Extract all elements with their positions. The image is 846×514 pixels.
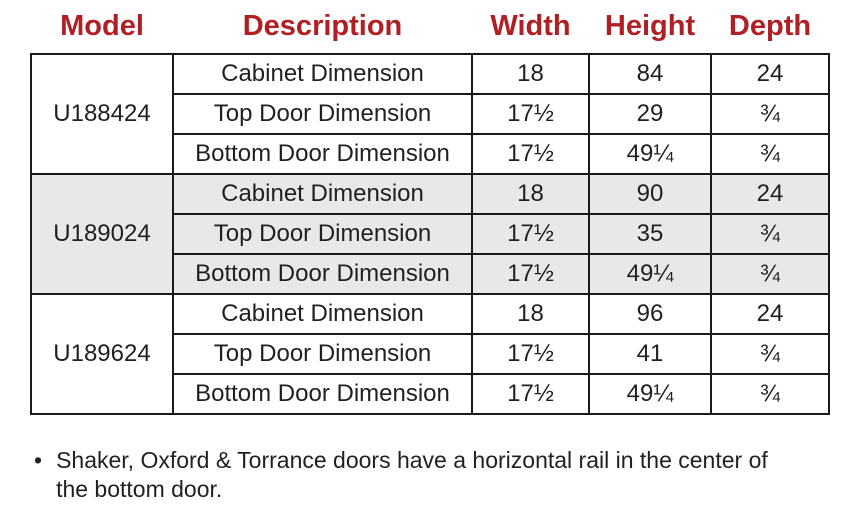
model-cell: U189624 bbox=[31, 294, 173, 414]
description-cell: Top Door Dimension bbox=[173, 214, 472, 254]
height-cell: 96 bbox=[589, 294, 711, 334]
width-cell: 18 bbox=[472, 294, 589, 334]
depth-cell: ¾ bbox=[711, 94, 829, 134]
column-header-width: Width bbox=[472, 12, 589, 54]
height-cell: 41 bbox=[589, 334, 711, 374]
depth-cell: ¾ bbox=[711, 254, 829, 294]
footnote-line-2: the bottom door. bbox=[56, 476, 223, 502]
width-cell: 18 bbox=[472, 54, 589, 94]
description-cell: Bottom Door Dimension bbox=[173, 254, 472, 294]
height-cell: 35 bbox=[589, 214, 711, 254]
column-header-depth: Depth bbox=[711, 12, 829, 54]
depth-cell: 24 bbox=[711, 174, 829, 214]
bullet-icon: • bbox=[34, 447, 43, 473]
description-cell: Cabinet Dimension bbox=[173, 174, 472, 214]
model-cell: U188424 bbox=[31, 54, 173, 174]
description-cell: Bottom Door Dimension bbox=[173, 374, 472, 414]
width-cell: 18 bbox=[472, 174, 589, 214]
column-header-height: Height bbox=[589, 12, 711, 54]
width-cell: 17½ bbox=[472, 134, 589, 174]
depth-cell: ¾ bbox=[711, 134, 829, 174]
height-cell: 49¼ bbox=[589, 254, 711, 294]
height-cell: 29 bbox=[589, 94, 711, 134]
footnote bbox=[34, 446, 824, 504]
height-cell: 49¼ bbox=[589, 374, 711, 414]
column-header-description: Description bbox=[173, 12, 472, 54]
table-row bbox=[31, 174, 829, 214]
table-row bbox=[31, 294, 829, 334]
table-row bbox=[31, 54, 829, 94]
description-cell: Top Door Dimension bbox=[173, 334, 472, 374]
width-cell: 17½ bbox=[472, 374, 589, 414]
footnote-text bbox=[56, 446, 768, 504]
width-cell: 17½ bbox=[472, 94, 589, 134]
depth-cell: 24 bbox=[711, 294, 829, 334]
description-cell: Cabinet Dimension bbox=[173, 54, 472, 94]
width-cell: 17½ bbox=[472, 254, 589, 294]
depth-cell: ¾ bbox=[711, 334, 829, 374]
footnote-line-1: Shaker, Oxford & Torrance doors have a horizontal rail in the center of bbox=[56, 447, 768, 473]
description-cell: Cabinet Dimension bbox=[173, 294, 472, 334]
description-cell: Top Door Dimension bbox=[173, 94, 472, 134]
height-cell: 84 bbox=[589, 54, 711, 94]
width-cell: 17½ bbox=[472, 214, 589, 254]
width-cell: 17½ bbox=[472, 334, 589, 374]
height-cell: 49¼ bbox=[589, 134, 711, 174]
depth-cell: 24 bbox=[711, 54, 829, 94]
depth-cell: ¾ bbox=[711, 374, 829, 414]
model-cell: U189024 bbox=[31, 174, 173, 294]
dimensions-table bbox=[30, 12, 830, 415]
depth-cell: ¾ bbox=[711, 214, 829, 254]
description-cell: Bottom Door Dimension bbox=[173, 134, 472, 174]
height-cell: 90 bbox=[589, 174, 711, 214]
column-header-model: Model bbox=[31, 12, 173, 54]
header-row bbox=[31, 12, 829, 54]
